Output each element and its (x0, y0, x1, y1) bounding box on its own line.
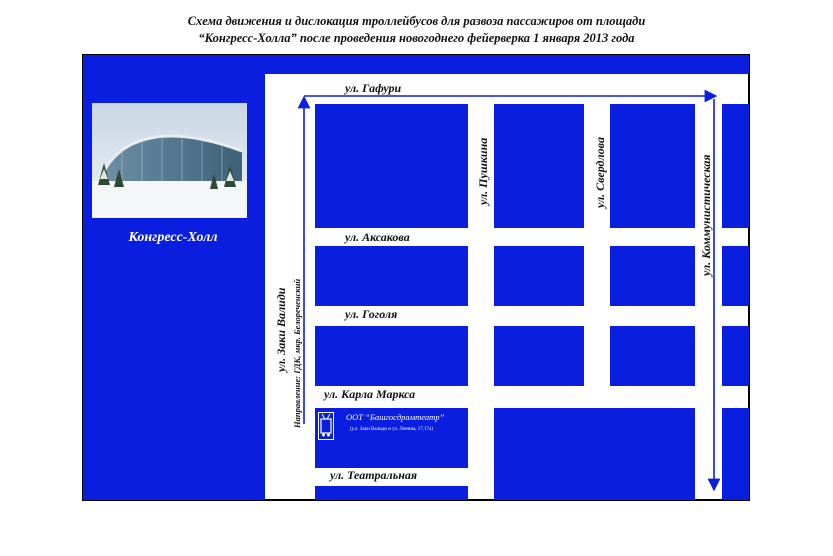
city-block (722, 326, 749, 386)
street-karla-marksa: ул. Карла Маркса (324, 387, 416, 401)
city-block (315, 246, 468, 306)
street-teatralnaya: ул. Театральная (330, 468, 418, 482)
city-block (315, 326, 468, 386)
route-direction-label: Направление: ГДК, мкр. Белореченский (292, 278, 302, 428)
map-title-line-2: “Конгресс-Холла” после проведения новогоднего фейерверка 1 января 2013 года (198, 31, 635, 45)
landmark-label: Конгресс-Холл (128, 230, 218, 245)
trolleybus-stop[interactable] (316, 409, 466, 443)
street-aksakova: ул. Аксакова (345, 230, 410, 244)
street-kommunisticheskaya: ул. Коммунистическая (699, 154, 713, 276)
city-block (315, 486, 468, 500)
street-pushkina: ул. Пушкина (476, 137, 490, 205)
city-block (494, 104, 584, 228)
city-block (494, 326, 584, 386)
city-block (722, 408, 749, 500)
stop-address: (у.л. Заки Валиди и ул. Ленина, 17,17а) (350, 427, 433, 432)
city-block (494, 246, 584, 306)
city-block (610, 104, 695, 228)
city-block (722, 246, 749, 306)
building-photo (92, 103, 247, 218)
city-block (722, 104, 749, 228)
trolleybus-icon (318, 412, 334, 440)
street-zaki-validi: ул. Заки Валиди (274, 287, 288, 372)
stop-name: ООТ “Башгосдрамтеатр” (346, 412, 445, 422)
map-title-line-1: Схема движения и дислокация троллейбусов для развоза пассажиров от площади (187, 14, 646, 28)
street-sverdlova: ул. Свердлова (593, 137, 607, 208)
city-block (610, 246, 695, 306)
city-block (315, 104, 468, 228)
street-gogolya: ул. Гоголя (345, 307, 398, 321)
street-gafuri: ул. Гафури (345, 81, 402, 95)
city-block (610, 326, 695, 386)
city-block (494, 408, 695, 500)
